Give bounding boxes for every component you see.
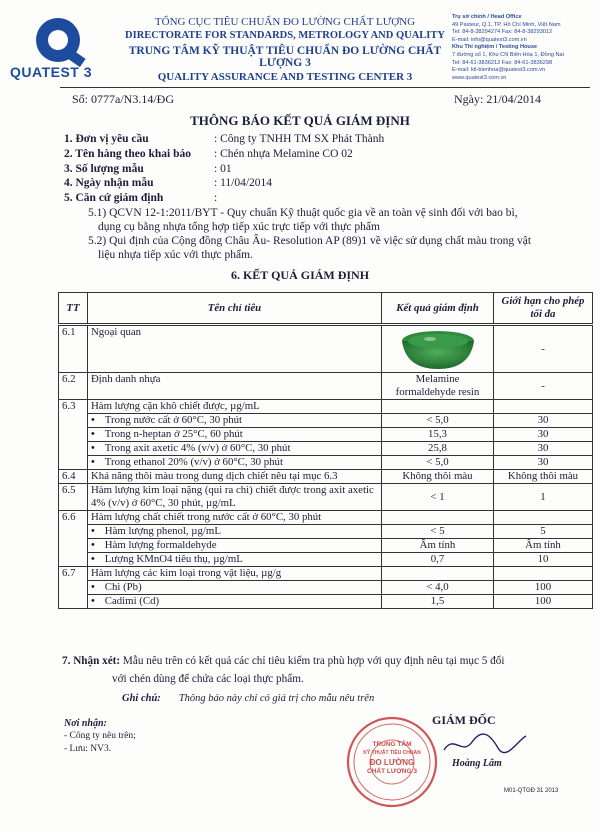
document-title: THÔNG BÁO KẾT QUẢ GIÁM ĐỊNH [190,113,410,128]
green-bowl-image [396,327,480,371]
info-value: : Công ty TNHH TM SX Phát Thành [214,133,385,145]
org-header [120,16,450,83]
cell-limit: - [494,373,593,400]
cell-tt: 6.3 [59,400,88,470]
cell-name: Định danh nhựa [88,373,382,400]
form-code: M01-QTGĐ 31 2013 [504,788,559,794]
cell-name: Hàm lượng kim loại nặng (qui ra chì) chiết được trong axit axetic 4% (v/v) ở 60°C, 30 phút, µg/mL [88,484,382,511]
cell-tt: 6.7 [59,567,88,609]
header-tt: TT [59,293,88,325]
table-row [59,525,593,539]
contact-line: E-mail: ktl-bienhoa@quatest3.com.vn [452,67,546,74]
stamp-line: TRUNG TÂM [372,741,412,748]
q-logo-icon [36,18,80,62]
cell-result: Âm tính [382,539,494,553]
info-row [64,177,272,189]
table-row [59,470,593,484]
note-label: Ghi chú: [122,693,161,704]
cell-name: • Cadimi (Cd) [88,595,382,609]
stamp-line: KỸ THUẬT TIÊU CHUẨN [363,750,421,756]
contact-block [452,14,598,82]
cell-limit: 100 [494,595,593,609]
contact-line: 7 đường số 1, Khu CN Biên Hòa 1, Đồng Nai [452,51,564,58]
org-line-1: TỔNG CỤC TIÊU CHUẨN ĐO LƯỜNG CHẤT LƯỢNG [154,16,416,28]
info-label: 1. Đơn vị yêu cầu [64,133,149,145]
cell-name: • Hàm lượng formaldehyde [88,539,382,553]
quatest-logo [10,18,120,88]
cell-tt: 6.4 [59,470,88,484]
stamp-line: ĐO LƯỜNG [369,758,415,767]
cell-tt: 6.5 [59,484,88,511]
info-row [64,192,217,204]
info-label: 4. Ngày nhận mẫu [64,177,154,189]
header-result: Kết quả giám định [382,293,494,325]
recipients-label: Nơi nhận: [64,718,107,729]
official-stamp [344,714,440,810]
table-row [59,456,593,470]
conclusion-text: Mẫu nêu trên có kết quả các chỉ tiêu kiểm tra phù hợp với quy định nêu tại mục 5 đối [120,655,505,667]
cell-result: Không thôi màu [382,470,494,484]
cell-limit: Không thôi màu [494,470,593,484]
cell-tt: 6.2 [59,373,88,400]
info-label: 2. Tên hàng theo khai báo [64,148,191,160]
cell-result: < 5,0 [382,414,494,428]
cell-limit: 30 [494,442,593,456]
cell-tt: 6.1 [59,325,88,373]
cell-name: • Trong nước cất ở 60°C, 30 phút [88,414,382,428]
recipients [64,717,136,756]
note [122,693,374,704]
basis-text: 5.2) Qui định của Cộng đồng Châu Âu- Resolution AP (89)1 về việc sử dụng chất màu trong vật [88,235,532,247]
cell-limit: 30 [494,428,593,442]
cell-name: Hàm lượng chất chiết trong nước cất ở 60°C, 30 phút [88,511,382,525]
cell-name: Khả năng thôi màu trong dung dịch chiết nêu tại mục 6.3 [88,470,382,484]
cell-name: • Chì (Pb) [88,581,382,595]
table-row [59,539,593,553]
document-number: Số: 0777a/N3.14/ĐG [72,92,174,106]
document-date: Ngày: 21/04/2014 [454,92,541,106]
header-name: Tên chỉ tiêu [88,293,382,325]
cell-result: 0,7 [382,553,494,567]
cell-result [382,325,494,373]
cell-limit [494,567,593,581]
cell-result [382,567,494,581]
signatory-name: Hoàng Lâm [452,758,502,769]
signature-icon [440,730,530,758]
info-value: : [214,192,218,204]
signatory-title: GIÁM ĐỐC [432,713,496,727]
cell-result: < 5,0 [382,456,494,470]
org-line-4: QUALITY ASSURANCE AND TESTING CENTER 3 [157,71,413,83]
cell-name: Ngoại quan [88,325,382,373]
cell-tt: 6.6 [59,511,88,567]
info-row [64,148,353,160]
table-row [59,553,593,567]
table-row [59,428,593,442]
cell-limit: 30 [494,414,593,428]
info-value: : 11/04/2014 [214,177,273,189]
info-value: : 01 [214,163,232,175]
conclusion-label: 7. Nhận xét: [62,655,121,667]
bowl-photo [385,326,490,372]
cell-name: • Trong n-heptan ở 25°C, 60 phút [88,428,382,442]
results-table [58,292,593,609]
table-row [59,511,593,525]
cell-result: 1,5 [382,595,494,609]
basis-item-1 [88,207,588,234]
table-row [59,567,593,581]
basis-text: liệu nhựa tiếp xúc với thực phẩm. [98,248,253,261]
info-row [64,163,232,175]
table-row [59,414,593,428]
cell-name: • Lượng KMnO4 tiêu thụ, µg/mL [88,553,382,567]
contact-line: Khu Thí nghiệm / Testing House [452,44,538,51]
cell-limit: - [494,325,593,373]
header-limit: Giới hạn cho phép tối đa [494,293,593,325]
cell-limit: 100 [494,581,593,595]
cell-result: 25,8 [382,442,494,456]
info-label: 5. Căn cứ giám định [64,192,164,204]
table-header-row [59,293,593,325]
cell-result [382,400,494,414]
cell-result: < 5 [382,525,494,539]
basis-text: 5.1) QCVN 12-1:2011/BYT - Quy chuẩn Kỹ thuật quốc gia về an toàn vệ sinh đối với bao bì, [88,207,518,219]
cell-limit: 30 [494,456,593,470]
cell-limit: 10 [494,553,593,567]
section-6-heading: 6. KẾT QUẢ GIÁM ĐỊNH [230,268,370,282]
cell-result: < 1 [382,484,494,511]
cell-name: Hàm lượng cặn khô chiết được, µg/mL [88,400,382,414]
cell-limit [494,400,593,414]
cell-result: Melamine formaldehyde resin [382,373,494,400]
info-row [64,133,384,145]
cell-result: < 4,0 [382,581,494,595]
table-row [59,581,593,595]
cell-limit: 1 [494,484,593,511]
table-row [59,373,593,400]
table-row [59,484,593,511]
header-divider [60,87,590,88]
logo-text: QUATEST 3 [10,64,93,80]
contact-line: www.quatest3.com.vn [452,74,507,81]
stamp-line: CHẤT LƯỢNG 3 [367,768,417,775]
cell-name: • Hàm lượng phenol, µg/mL [88,525,382,539]
info-value: : Chén nhựa Melamine CO 02 [214,148,353,160]
table-row [59,442,593,456]
cell-limit: 5 [494,525,593,539]
note-text: Thông báo này chỉ có giá trị cho mẫu nêu trên [178,693,375,704]
org-line-2: DIRECTORATE FOR STANDARDS, METROLOGY AND QUALITY [125,30,445,41]
contact-line: E-mail: info@quatest3.com.vn [452,36,527,43]
org-line-3: TRUNG TÂM KỸ THUẬT TIÊU CHUẨN ĐO LƯỜNG CHẤT LƯỢNG 3 [128,45,442,69]
cell-limit [494,511,593,525]
conclusion [62,652,592,688]
cell-result [382,511,494,525]
info-label: 3. Số lượng mẫu [64,163,144,175]
recipient-item: - Lưu: NV3. [64,744,112,754]
contact-line: Trụ sở chính / Head Office [452,14,522,20]
contact-line: 49 Pasteur, Q.1, TP. Hồ Chí Minh, Việt Nam [452,21,561,28]
cell-result: 15,3 [382,428,494,442]
cell-name: Hàm lượng các kim loại trong vật liệu, µg/g [88,567,382,581]
cell-name: • Trong ethanol 20% (v/v) ở 60°C, 30 phút [88,456,382,470]
basis-item-2 [88,235,588,262]
contact-line: Tel: 84-8-38294274 Fax: 84-8-38293012 [452,29,553,36]
cell-name: • Trong axit axetic 4% (v/v) ở 60°C, 30 phút [88,442,382,456]
stamp-text [344,740,440,776]
conclusion-text: với chén dùng để chứa các loại thực phẩm. [112,673,304,685]
basis-text: dụng cụ bằng nhựa tổng hợp tiếp xúc trực tiếp với thực phẩm [98,220,380,233]
cell-limit: Âm tính [494,539,593,553]
table-row [59,325,593,373]
contact-line: Tel: 84-61-3836212 Fax: 84-61-3836298 [452,59,553,66]
table-row [59,595,593,609]
table-row [59,400,593,414]
recipient-item: - Công ty nêu trên; [64,731,136,741]
